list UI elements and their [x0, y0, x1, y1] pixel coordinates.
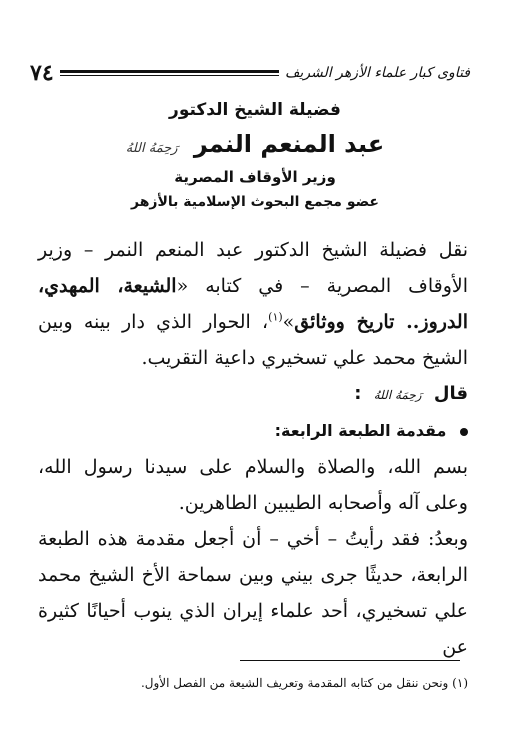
intro-part-1: نقل فضيلة الشيخ الدكتور عبد المنعم النمر – وزير الأوقاف المصرية – في كتابه « — [38, 239, 468, 297]
intro-part-2: » — [282, 311, 295, 333]
bullet-icon — [460, 428, 468, 436]
qal-label: قال — [433, 383, 468, 404]
title-line-1: فضيلة الشيخ الدكتور — [169, 100, 341, 120]
section-heading: مقدمة الطبعة الرابعة: — [274, 421, 447, 440]
section-heading-line — [38, 413, 468, 449]
title-line-3: وزير الأوقاف المصرية — [174, 168, 336, 186]
footnote: (١) ونحن ننقل من كتابه المقدمة وتعريف الشيعة من الفصل الأول. — [140, 676, 468, 690]
qal-line — [38, 376, 468, 413]
footnote-reference: (١) — [268, 310, 283, 324]
author-name: عبد المنعم النمر — [193, 130, 385, 158]
paragraph-1: بسم الله، والصلاة والسلام على سيدنا رسول الله، وعلى آله وأصحابه الطيبين الطاهرين. — [38, 456, 468, 514]
qal-suffix: : — [354, 383, 362, 404]
running-header — [22, 58, 470, 88]
footnote-rule — [240, 660, 460, 661]
title-block — [30, 100, 480, 210]
intro-book-name: الشيعة، المهدي، الدروز.. تاريخ ووثائق — [38, 275, 468, 333]
book-title: فتاوى كبار علماء الأزهر الشريف — [284, 65, 470, 81]
page-number: ٧٤ — [30, 60, 54, 86]
qal-honorific: رَحِمَهُ اللهُ — [373, 388, 422, 402]
intro-paragraph — [38, 232, 468, 376]
author-name-line — [30, 130, 480, 158]
paragraph-2: وبعدُ: فقد رأيتُ – أخي – أن أجعل مقدمة هذه الطبعة الرابعة، حديثًا جرى بيني وبين سماحة الأخ الشيخ محمد علي تسخيري، أحد علماء إيران الذي ينوب أحيانًا كثيرة عن — [38, 528, 468, 658]
author-honorific: رَحِمَهُ اللهُ — [125, 141, 178, 156]
title-line-4: عضو مجمع البحوث الإسلامية بالأزهر — [131, 194, 379, 210]
intro-part-3: ، الحوار الذي دار بينه وبين الشيخ محمد علي تسخيري داعية التقريب. — [38, 311, 468, 369]
body-text — [38, 232, 468, 665]
header-rule — [60, 70, 279, 76]
